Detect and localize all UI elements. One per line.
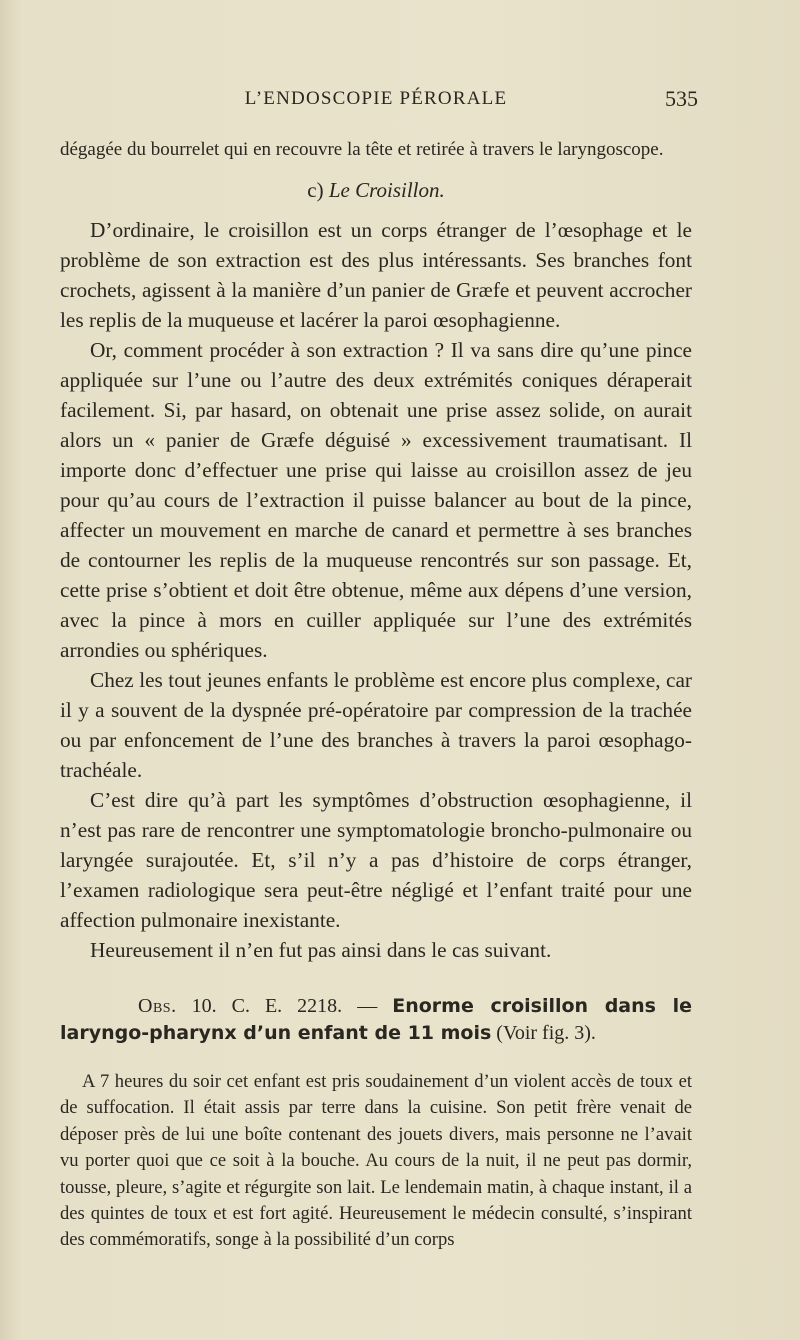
paragraph: Heureusement il n’en fut pas ainsi dans le cas suivant. [90,938,552,962]
observation-label: Obs. [138,995,177,1017]
section-letter: c) [307,178,324,202]
section-heading [60,175,692,205]
paragraph: C’est dire qu’à part les symptômes d’obstruction œsophagienne, il n’est pas rare de rencontrer une symptomatologie broncho-pulmonaire ou laryngée surajoutée. Et, s’il n’y a pas d’histoire de corps étranger, l’examen radiologique sera peut-être négligé et l’enfant traité pour une affection pulmonaire inexistante. [60,788,692,932]
section-title: Le Croisillon. [328,178,445,202]
figure-reference: (Voir fig. 3). [496,1022,596,1044]
observation-heading [60,993,692,1047]
continued-paragraph: dégagée du bourrelet qui en recouvre la tête et retirée à travers le laryngoscope. [60,139,664,160]
paragraph: Chez les tout jeunes enfants le problème est encore plus complexe, car il y a souvent de la dyspnée pré-opératoire par compression de la trachée ou par enfoncement de l’une des branches à travers la paroi œsophago-trachéale. [60,668,692,782]
page-header [60,86,698,118]
page-number: 535 [665,86,698,111]
page-body [60,136,692,1254]
observation-text: A 7 heures du soir cet enfant est pris soudainement d’un violent accès de toux et de suffocation. Il était assis par terre dans la cuisine. Son petit frère venait de déposer près de lui une boîte contenant des jouets divers, mais personne ne l’avait vu porter quoi que ce soit à la bouche. Au cours de la nuit, il ne peut pas dormir, tousse, pleure, s’agite et régurgite son lait. Le lendemain matin, à chaque instant, il a des quintes de toux et est fort agité. Heureusement le médecin consulté, s’inspirant des commémoratifs, songe à la possibilité d’un corps [60,1071,692,1251]
observation-ref: 10. C. E. 2218. — [191,995,378,1017]
running-head: L’ENDOSCOPIE PÉRORALE [244,88,508,109]
paragraph: Or, comment procéder à son extraction ? Il va sans dire qu’une pince appliquée sur l’une ou l’autre des deux extrémités coniques déraperait facilement. Si, par hasard, on obtenait une prise assez solide, on aurait alors un « panier de Græfe déguisé » excessivement traumatisant. Il importe donc d’effectuer une prise qui laisse au croisillon assez de jeu pour qu’au cours de l’extraction il puisse balancer au bout de la pince, affecter un mouvement en marche de canard et permettre à ses branches de contourner les replis de la muqueuse rencontrés sur son passage. Et, cette prise s’obtient et doit être obtenue, même aux dépens d’une version, avec la pince à mors en cuiller appliquée sur l’une des extrémités arrondies ou sphériques. [60,338,692,662]
paragraph: D’ordinaire, le croisillon est un corps étranger de l’œsophage et le problème de son extraction est des plus intéressants. Ses branches font crochets, agissent à la manière d’un panier de Græfe et peuvent accrocher les replis de la muqueuse et lacérer la paroi œsophagienne. [60,218,692,332]
observation-title: Enorme croisillon dans le laryngo-pharynx d’un enfant de 11 mois [60,995,692,1044]
